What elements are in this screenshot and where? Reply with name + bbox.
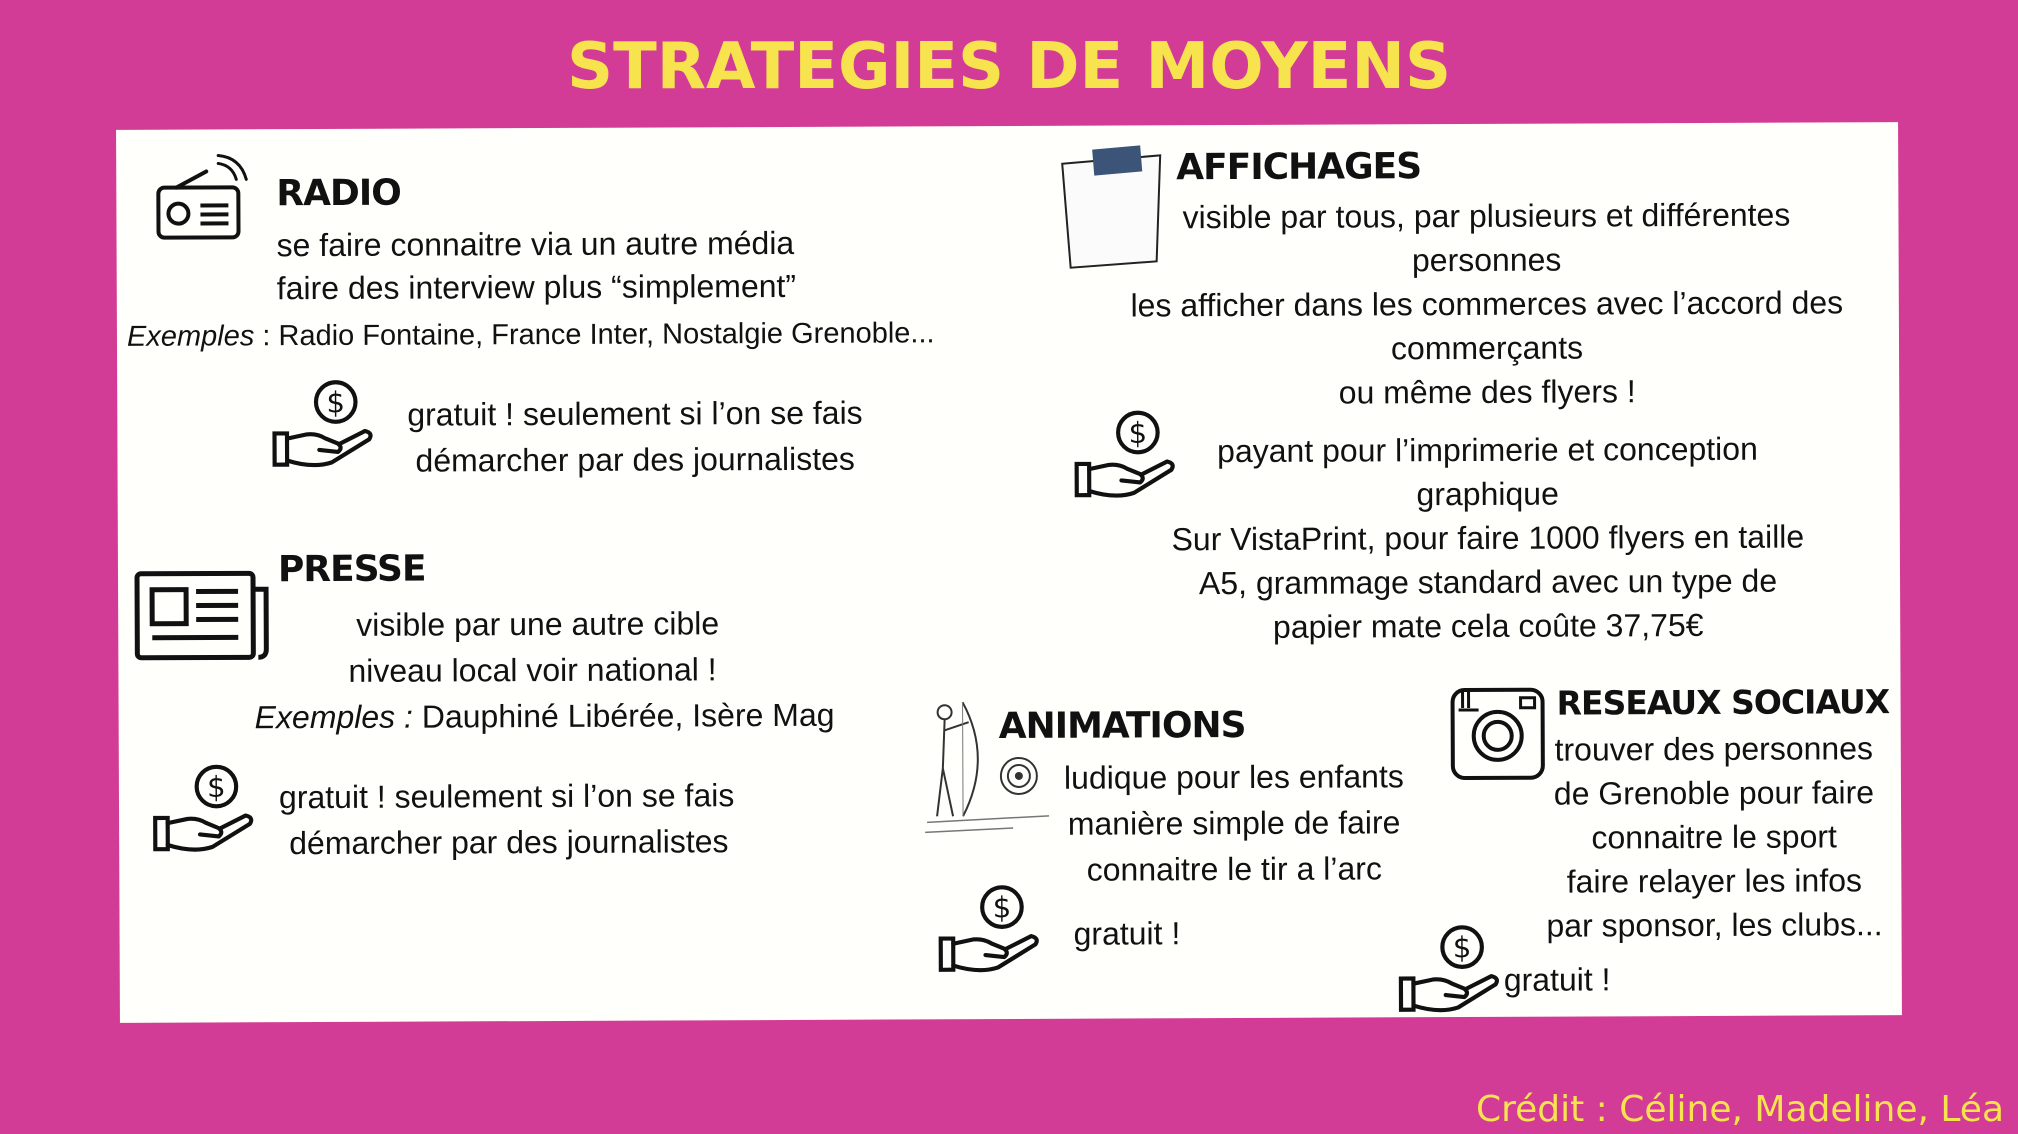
money-hand-icon [152, 763, 256, 862]
presse-heading: PRESSE [277, 548, 426, 591]
animations-line-1: ludique pour les enfants [1063, 758, 1404, 796]
radio-cost-line-2: démarcher par des journalistes [415, 440, 855, 479]
radio-cost-line-1: gratuit ! seulement si l’on se fais [407, 394, 863, 433]
presse-line-1: visible par une autre cible [356, 605, 720, 643]
radio-icon [154, 151, 250, 252]
camera-icon [1448, 682, 1548, 787]
presse-line-2: niveau local voir national ! [348, 651, 717, 689]
affichages-line-3: les afficher dans les commerces avec l’accord des [1130, 284, 1844, 324]
affichages-line-4: commerçants [1390, 329, 1584, 367]
animations-cost: gratuit ! [1073, 915, 1181, 952]
content-card [116, 122, 1902, 1023]
affichages-cost-line-3: Sur VistaPrint, pour faire 1000 flyers en taille [1171, 518, 1805, 558]
radio-examples-label: Exemples [126, 320, 255, 353]
reseaux-heading: RESEAUX SOCIAUX [1556, 682, 1890, 723]
animations-line-2: manière simple de faire [1067, 804, 1401, 842]
affichages-cost-line-2: graphique [1416, 475, 1559, 513]
radio-examples-text: : Radio Fontaine, France Inter, Nostalgie Grenoble... [254, 317, 935, 353]
presse-cost-line-2: démarcher par des journalistes [289, 823, 729, 862]
presse-examples-label: Exemples : [254, 698, 413, 736]
newspaper-icon [134, 569, 270, 667]
presse-examples [255, 693, 835, 740]
reseaux-line-2: de Grenoble pour faire [1553, 774, 1875, 812]
money-hand-icon [937, 884, 1041, 983]
animations-heading: ANIMATIONS [998, 704, 1246, 748]
affichages-cost-line-1: payant pour l’imprimerie et conception [1217, 430, 1758, 470]
radio-line-2: faire des interview plus “simplement” [276, 267, 797, 307]
radio-heading: RADIO [276, 172, 401, 215]
reseaux-line-5: par sponsor, les clubs... [1546, 906, 1883, 944]
reseaux-line-1: trouver des personnes [1554, 730, 1874, 768]
presse-examples-text: Dauphiné Libérée, Isère Mag [412, 696, 835, 735]
reseaux-cost: gratuit ! [1503, 961, 1611, 998]
affichages-heading: AFFICHAGES [1176, 146, 1422, 189]
money-hand-icon [271, 379, 375, 478]
money-hand-icon [1398, 924, 1502, 1023]
affichages-cost-line-4: A5, grammage standard avec un type de [1198, 562, 1778, 602]
reseaux-line-3: connaitre le sport [1591, 818, 1837, 856]
affichages-line-2: personnes [1411, 241, 1562, 279]
presse-cost-line-1: gratuit ! seulement si l’on se fais [278, 777, 735, 816]
page-title: STRATEGIES DE MOYENS [566, 30, 1452, 104]
affichages-cost-line-5: papier mate cela coûte 37,75€ [1272, 606, 1704, 645]
affichages-line-1: visible par tous, par plusieurs et différentes [1182, 196, 1791, 236]
affichages-line-5: ou même des flyers ! [1338, 373, 1636, 411]
credit: Crédit : Céline, Madeline, Léa [1475, 1089, 2004, 1130]
radio-examples [127, 311, 935, 359]
reseaux-line-4: faire relayer les infos [1566, 862, 1863, 900]
radio-line-1: se faire connaitre via un autre média [276, 224, 795, 264]
animations-line-3: connaitre le tir a l’arc [1086, 850, 1382, 888]
